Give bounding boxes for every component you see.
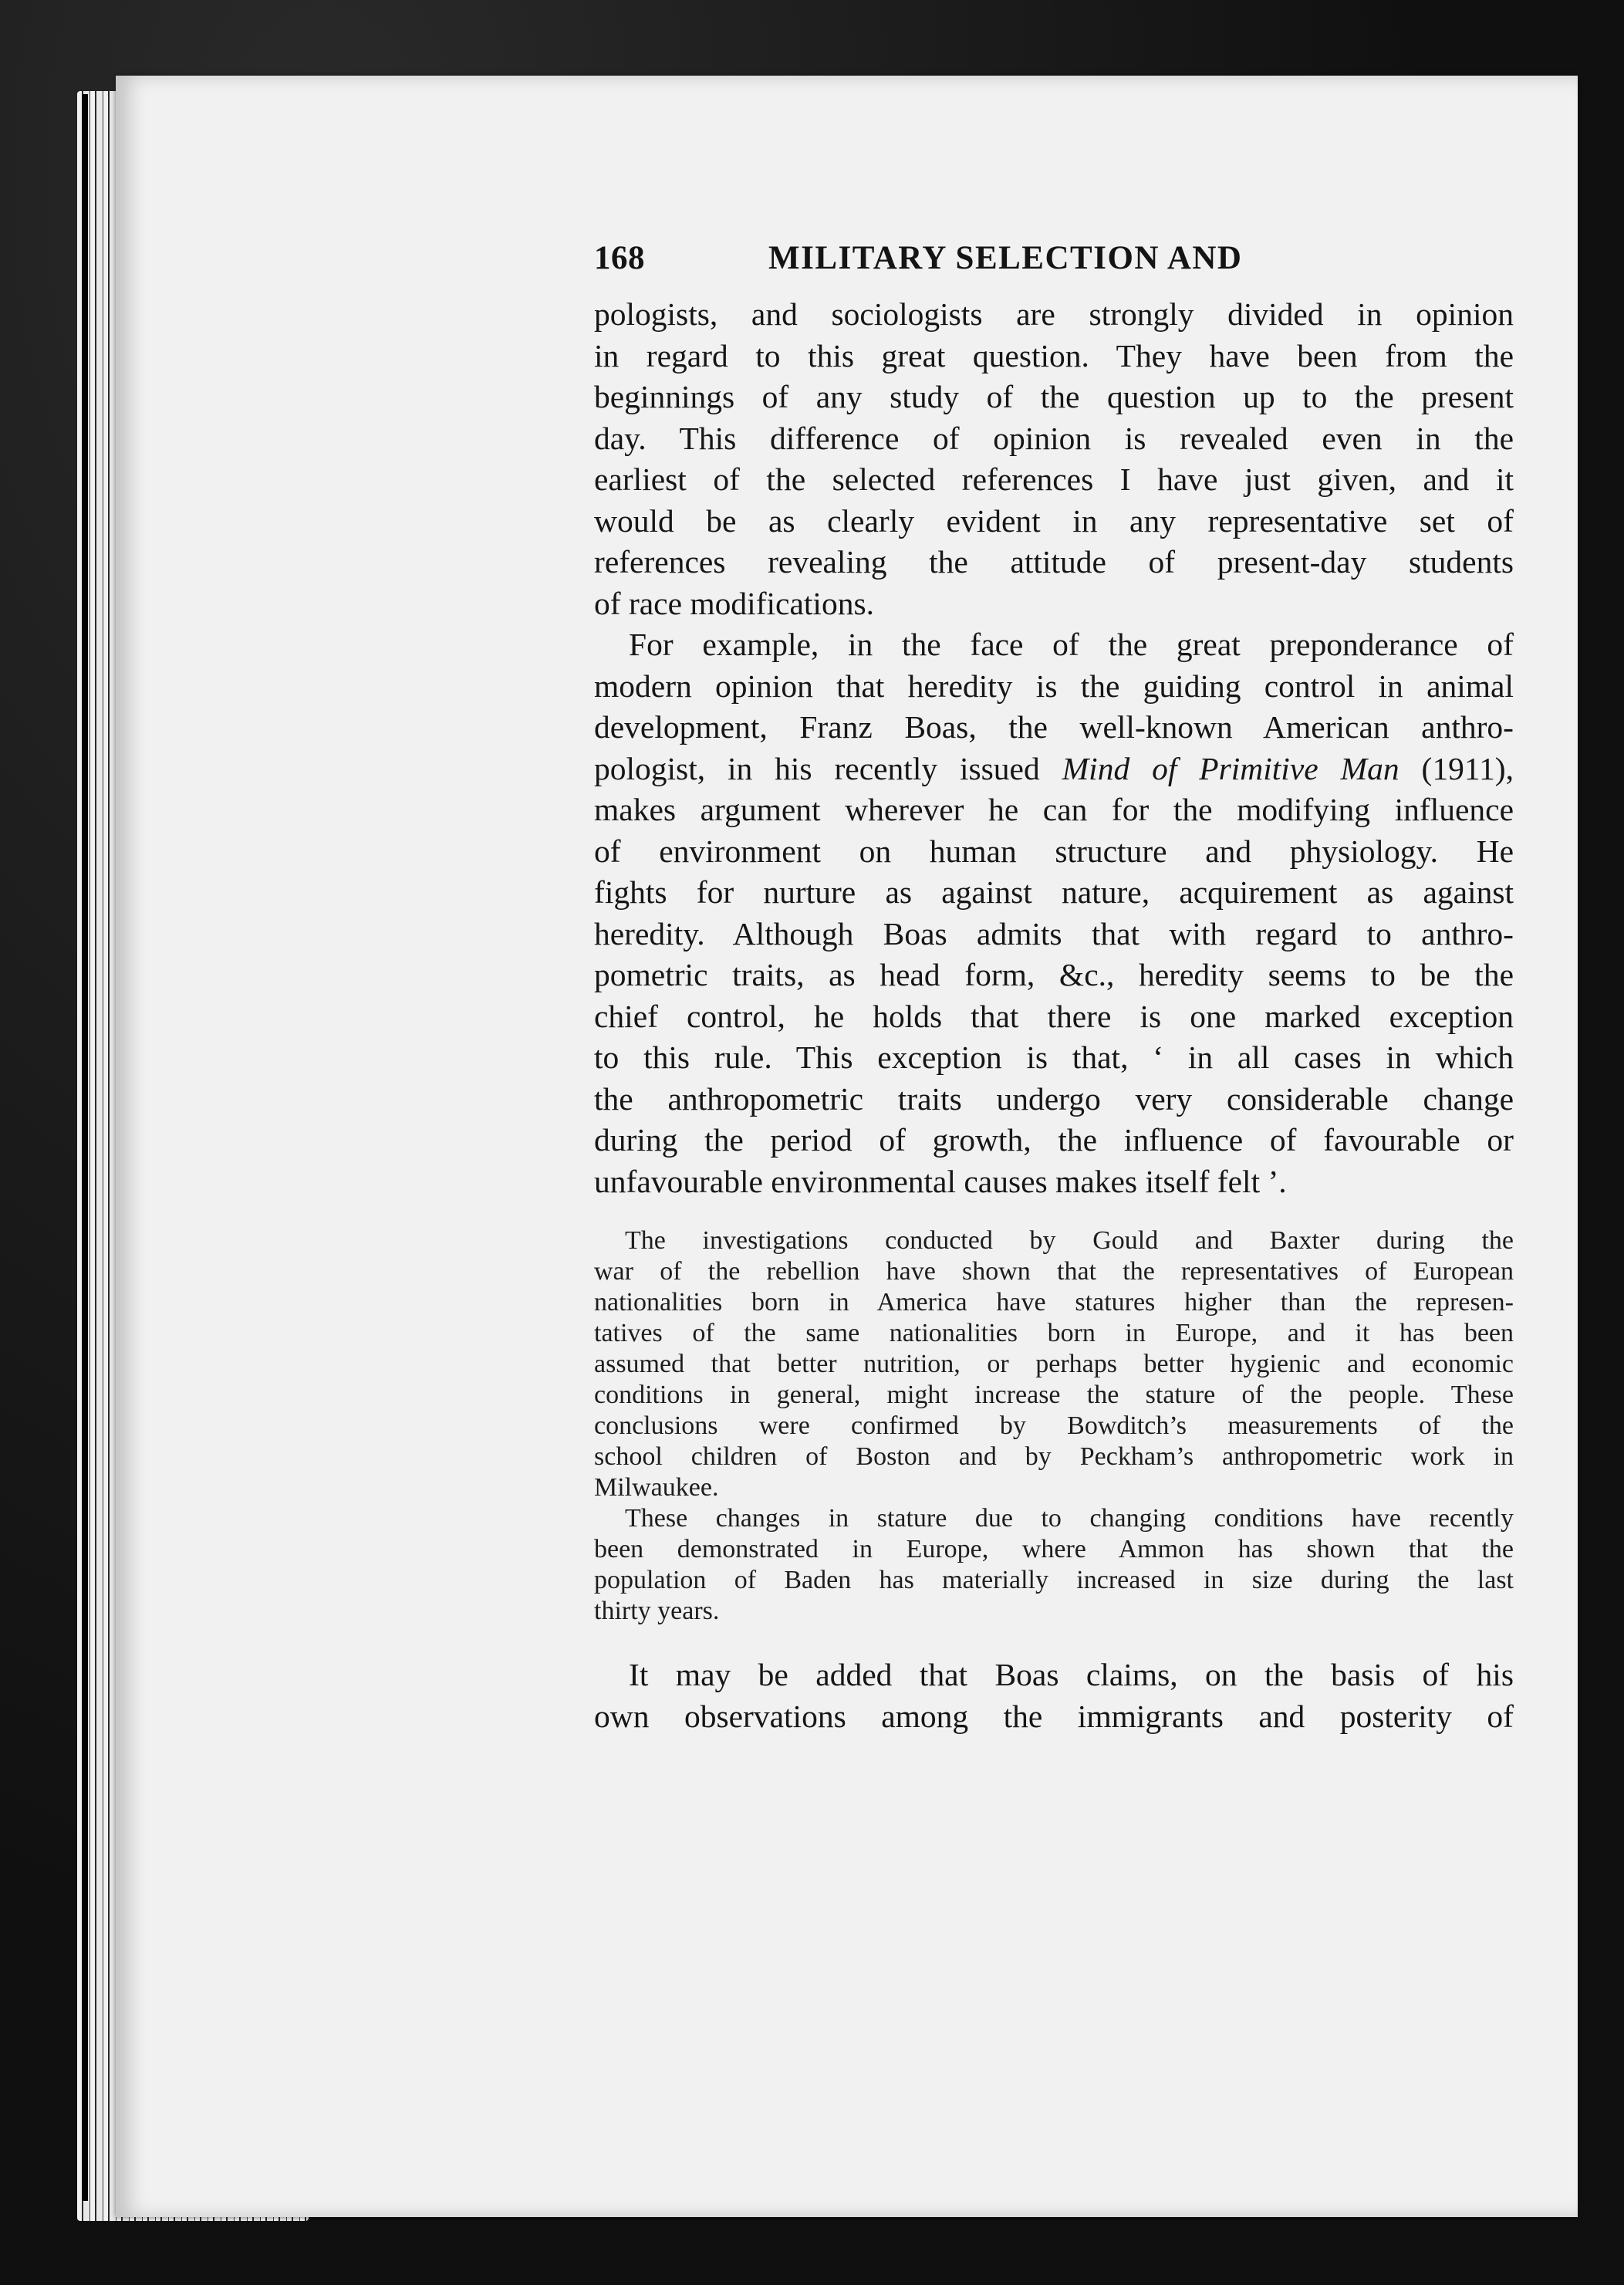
text-line: makes argument wherever he can for the modifying influence — [594, 792, 1514, 827]
text-line: of environment on human structure and physiology. He — [594, 833, 1514, 869]
paragraph-1 — [594, 294, 1514, 624]
book-title: Mind of Primitive Man — [1062, 750, 1399, 786]
quote-paragraph-1 — [594, 1225, 1514, 1503]
text-line: to this rule. This exception is that, ‘ in all cases in which — [594, 1039, 1514, 1075]
quote-line: school children of Boston and by Peckham’s anthropometric work in — [594, 1442, 1514, 1471]
page-number: 168 — [594, 240, 645, 276]
quote-line: thirty years. — [594, 1597, 720, 1625]
quote-line: These changes in stature due to changing conditions have recently — [625, 1504, 1514, 1533]
text-line: For example, in the face of the great preponderance of — [629, 627, 1514, 662]
quote-paragraph-2 — [594, 1503, 1514, 1627]
main-body-continued — [594, 1655, 1514, 1737]
text-line: day. This difference of opinion is revealed even in the — [594, 420, 1514, 456]
text-line: fights for nurture as against nature, acquirement as against — [594, 874, 1514, 910]
quote-line: nationalities born in America have statures higher than the represen- — [594, 1288, 1514, 1317]
page-text-block — [594, 239, 1514, 1737]
main-body — [594, 294, 1514, 1202]
page-header — [594, 239, 1514, 277]
text-line: beginnings of any study of the question up to the present — [594, 379, 1514, 414]
text-line: pologists, and sociologists are strongly divided in opinion — [594, 296, 1514, 332]
title-line-suffix: (1911), — [1399, 750, 1514, 786]
paragraph-3 — [594, 1655, 1514, 1737]
title-line-prefix: pologist, in his recently issued — [594, 750, 1062, 786]
text-line: development, Franz Boas, the well-known American anthro- — [594, 709, 1514, 745]
text-line: of race modifications. — [594, 585, 874, 621]
quote-line: war of the rebellion have shown that the representatives of European — [594, 1257, 1514, 1286]
text-line: during the period of growth, the influence of favourable or — [594, 1122, 1514, 1158]
text-line: modern opinion that heredity is the guiding control in animal — [594, 668, 1514, 704]
block-quotation — [594, 1225, 1514, 1627]
text-line: earliest of the selected references I have just given, and it — [594, 461, 1514, 497]
text-line: would be as clearly evident in any representative set of — [594, 502, 1514, 539]
quote-line: conclusions were confirmed by Bowditch’s measurements of the — [594, 1411, 1514, 1440]
text-line: chief control, he holds that there is one marked exception — [594, 998, 1514, 1034]
text-line: the anthropometric traits undergo very considerable change — [594, 1080, 1514, 1117]
text-line: own observations among the immigrants and posterity of — [594, 1698, 1514, 1734]
quote-line: conditions in general, might increase the stature of the people. These — [594, 1381, 1514, 1409]
paragraph-2 — [594, 624, 1514, 1202]
quote-line: been demonstrated in Europe, where Ammon has shown that the — [594, 1535, 1514, 1563]
quote-line: assumed that better nutrition, or perhaps better hygienic and economic — [594, 1350, 1514, 1378]
text-line: unfavourable environmental causes makes itself felt ’. — [594, 1163, 1287, 1199]
text-line: in regard to this great question. They have been from the — [594, 337, 1514, 374]
quote-line: Milwaukee. — [594, 1473, 719, 1502]
text-line: references revealing the attitude of present-day students — [594, 544, 1514, 580]
quote-line: population of Baden has materially increased in size during the last — [594, 1566, 1514, 1594]
book-spine-shadow — [82, 94, 88, 2201]
quote-line: The investigations conducted by Gould and Baxter during the — [625, 1226, 1514, 1255]
text-line: pometric traits, as head form, &c., heredity seems to be the — [594, 957, 1514, 992]
running-title: MILITARY SELECTION AND — [768, 240, 1243, 276]
text-line: heredity. Although Boas admits that with regard to anthro- — [594, 915, 1514, 952]
text-line: It may be added that Boas claims, on the basis of his — [629, 1657, 1514, 1692]
quote-line: tatives of the same nationalities born in Europe, and it has been — [594, 1319, 1514, 1347]
spacer — [594, 1627, 1514, 1655]
text-line-with-title — [594, 749, 1514, 790]
